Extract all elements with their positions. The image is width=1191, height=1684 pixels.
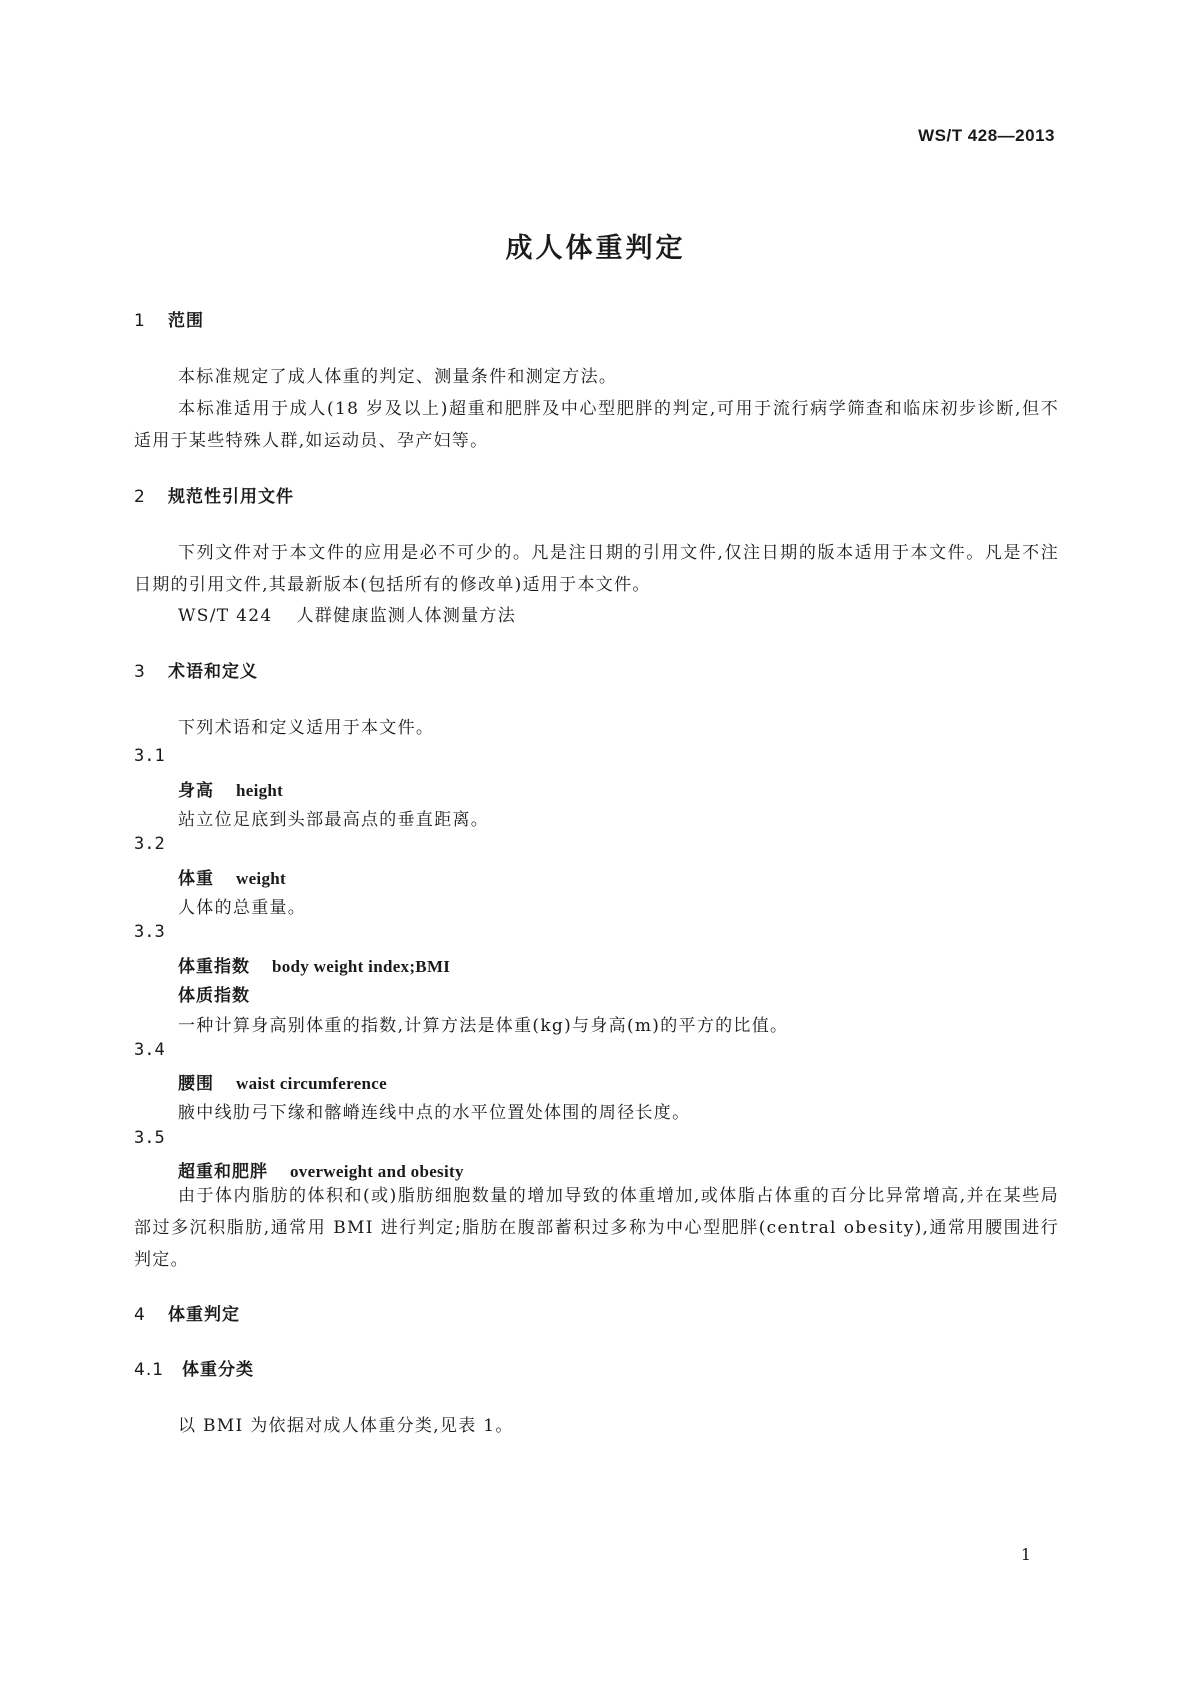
- section-number: 4: [134, 1305, 146, 1325]
- section-3-intro: 下列术语和定义适用于本文件。: [178, 718, 435, 738]
- term-zh: 身高: [178, 781, 214, 801]
- term-heading: [178, 952, 450, 977]
- subsection-title: 体重分类: [182, 1360, 254, 1380]
- standard-code: WS/T 428—2013: [918, 126, 1055, 145]
- section-1-paragraph-1: 本标准规定了成人体重的判定、测量条件和测定方法。: [178, 367, 618, 387]
- section-number: 1: [134, 311, 146, 331]
- term-heading: [178, 864, 286, 889]
- section-number: 2: [134, 487, 146, 507]
- term-number: 3.3: [134, 922, 165, 942]
- term-definition: 由于体内脂肪的体积和(或)脂肪细胞数量的增加导致的体重增加,或体脂占体重的百分比异常增高,并在某些局部过多沉积脂肪,通常用 BMI 进行判定;脂肪在腹部蓄积过多称为中心型肥胖(central obesity),通常用腰围进行判定。: [134, 1186, 1059, 1270]
- term-number: 3.1: [134, 746, 165, 766]
- section-number: 3: [134, 662, 146, 682]
- term-zh: 腰围: [178, 1074, 214, 1094]
- term-number: 3.2: [134, 834, 165, 854]
- term-en: height: [236, 781, 284, 800]
- term-en: overweight and obesity: [290, 1162, 464, 1181]
- reference-title: 人群健康监测人体测量方法: [296, 606, 517, 626]
- term-zh: 体重: [178, 869, 214, 889]
- section-title: 术语和定义: [168, 662, 258, 682]
- section-2-paragraph-1: 下列文件对于本文件的应用是必不可少的。凡是注日期的引用文件,仅注日期的版本适用于本文件。凡是不注日期的引用文件,其最新版本(包括所有的修改单)适用于本文件。: [134, 543, 1059, 595]
- term-definition: 站立位足底到头部最高点的垂直距离。: [178, 810, 490, 830]
- section-title: 体重判定: [168, 1305, 240, 1325]
- term-alternate: 体质指数: [178, 986, 250, 1006]
- section-2-heading: [134, 482, 294, 507]
- term-en: body weight index;BMI: [272, 957, 451, 976]
- term-heading: [178, 1069, 387, 1094]
- term-number: 3.5: [134, 1128, 165, 1148]
- term-number: 3.4: [134, 1040, 165, 1060]
- section-1-heading: [134, 306, 204, 331]
- section-title: 规范性引用文件: [168, 487, 294, 507]
- subsection-number: 4.1: [134, 1360, 165, 1380]
- section-4-heading: [134, 1300, 240, 1325]
- section-title: 范围: [168, 311, 204, 331]
- subsection-4-1-paragraph: 以 BMI 为依据对成人体重分类,见表 1。: [178, 1416, 514, 1436]
- normative-reference: [178, 601, 516, 626]
- term-zh: 体重指数: [178, 957, 250, 977]
- section-1-paragraph-2: 本标准适用于成人(18 岁及以上)超重和肥胖及中心型肥胖的判定,可用于流行病学筛查和临床初步诊断,但不适用于某些特殊人群,如运动员、孕产妇等。: [134, 399, 1059, 451]
- term-definition: 一种计算身高别体重的指数,计算方法是体重(kg)与身高(m)的平方的比值。: [178, 1016, 789, 1036]
- document-title: 成人体重判定: [505, 233, 686, 264]
- term-definition: 人体的总重量。: [178, 898, 307, 918]
- term-heading: [178, 1157, 464, 1182]
- subsection-4-1-heading: [134, 1355, 254, 1380]
- page-number: 1: [1020, 1545, 1031, 1564]
- term-zh: 超重和肥胖: [178, 1162, 268, 1182]
- reference-code: WS/T 424: [178, 606, 273, 626]
- term-definition: 腋中线肋弓下缘和髂嵴连线中点的水平位置处体围的周径长度。: [178, 1103, 691, 1123]
- term-en: waist circumference: [236, 1074, 387, 1093]
- term-en: weight: [236, 869, 286, 888]
- section-3-heading: [134, 657, 258, 682]
- term-heading: [178, 776, 283, 801]
